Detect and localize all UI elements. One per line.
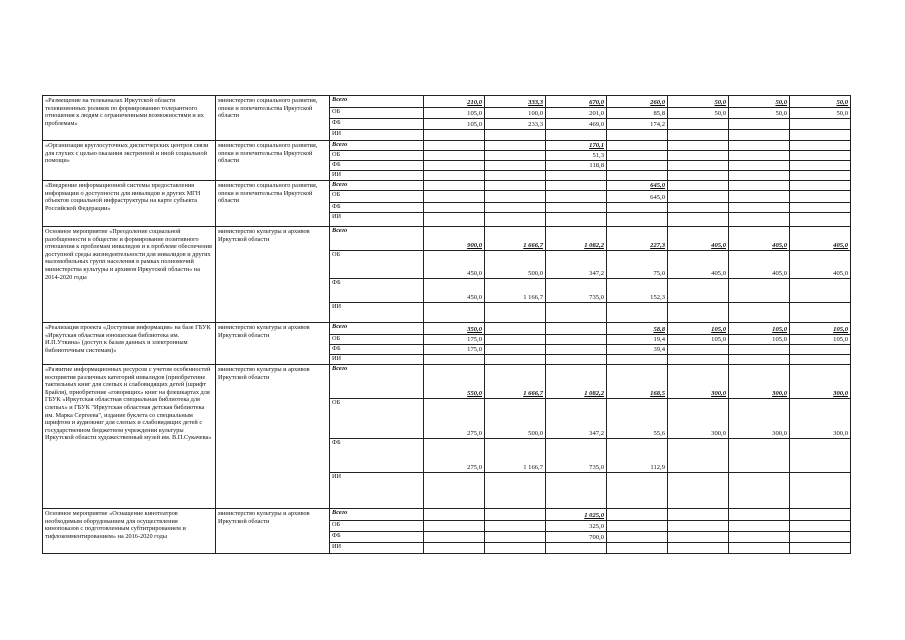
amount-cell: 405,0 [729, 251, 790, 279]
amount-cell [668, 355, 729, 365]
amount-cell [668, 203, 729, 213]
amount-cell [668, 303, 729, 323]
funding-source: ИИ [330, 473, 424, 509]
table-row [43, 96, 851, 108]
amount-cell [790, 521, 851, 532]
funding-source: Всего [330, 509, 424, 521]
amount-cell [668, 191, 729, 203]
amount-cell: 347,2 [546, 251, 607, 279]
measure-description: Основное мероприятие «Преодоление социальной разобщенности в обществе и формирование позитивного отношения к проблемам инвалидов и к проблеме обеспечения доступной среды жизнедеятельности для инвалидов и других маломобильных групп населения в рамках полномочий министерства культуры и архивов Иркутской области» на 2014-2020 годы [43, 227, 216, 323]
amount-cell: 300,0 [668, 365, 729, 399]
amount-cell [546, 303, 607, 323]
table-row [43, 365, 851, 399]
amount-cell [729, 151, 790, 161]
funding-source: ИИ [330, 130, 424, 141]
amount-cell: 50,0 [790, 108, 851, 119]
amount-cell: 347,2 [546, 399, 607, 439]
amount-cell: 170,1 [546, 141, 607, 151]
amount-cell [485, 303, 546, 323]
amount-cell [607, 213, 668, 227]
amount-cell [668, 181, 729, 191]
amount-cell [546, 335, 607, 345]
amount-cell: 105,0 [424, 119, 485, 130]
amount-cell: 1 025,0 [546, 509, 607, 521]
funding-source: ОБ [330, 521, 424, 532]
amount-cell: 152,3 [607, 279, 668, 303]
funding-source: ФБ [330, 161, 424, 171]
amount-cell [729, 303, 790, 323]
funding-source: ОБ [330, 108, 424, 119]
amount-cell [607, 171, 668, 181]
funding-source: ИИ [330, 213, 424, 227]
measure-description: «Размещение на телеканалах Иркутской области телевизионных роликов по формированию толерантного отношения к людям с ограниченными возможностями и их проблемам» [43, 96, 216, 141]
amount-cell [607, 130, 668, 141]
amount-cell: 50,0 [668, 96, 729, 108]
amount-cell: 1 666,7 [485, 365, 546, 399]
amount-cell [485, 521, 546, 532]
amount-cell: 175,0 [424, 345, 485, 355]
amount-cell [729, 171, 790, 181]
amount-cell: 275,0 [424, 399, 485, 439]
amount-cell: 405,0 [729, 227, 790, 251]
amount-cell [790, 279, 851, 303]
amount-cell [790, 532, 851, 543]
amount-cell: 105,0 [668, 323, 729, 335]
amount-cell [729, 119, 790, 130]
amount-cell: 645,0 [607, 181, 668, 191]
amount-cell [424, 213, 485, 227]
amount-cell [485, 213, 546, 227]
funding-source: Всего [330, 227, 424, 251]
amount-cell: 50,0 [668, 108, 729, 119]
amount-cell: 51,3 [546, 151, 607, 161]
amount-cell [485, 171, 546, 181]
amount-cell [607, 355, 668, 365]
amount-cell: 1 082,2 [546, 365, 607, 399]
amount-cell: 210,0 [424, 96, 485, 108]
amount-cell [485, 181, 546, 191]
table-row [43, 141, 851, 151]
amount-cell [668, 279, 729, 303]
amount-cell [790, 141, 851, 151]
amount-cell [546, 191, 607, 203]
amount-cell: 405,0 [668, 251, 729, 279]
amount-cell [668, 509, 729, 521]
amount-cell [790, 345, 851, 355]
budget-table [42, 95, 851, 554]
amount-cell: 1 166,7 [485, 279, 546, 303]
amount-cell [668, 543, 729, 554]
amount-cell: 300,0 [729, 399, 790, 439]
amount-cell [729, 439, 790, 473]
amount-cell [668, 345, 729, 355]
amount-cell [790, 439, 851, 473]
responsible-ministry: министерство социального развития, опеки и попечительства Иркутской области [216, 181, 330, 227]
amount-cell [424, 473, 485, 509]
funding-source: ИИ [330, 303, 424, 323]
amount-cell [485, 509, 546, 521]
amount-cell [424, 203, 485, 213]
amount-cell [729, 161, 790, 171]
funding-source: ИИ [330, 171, 424, 181]
amount-cell: 500,0 [485, 251, 546, 279]
amount-cell [668, 130, 729, 141]
amount-cell: 174,2 [607, 119, 668, 130]
amount-cell: 405,0 [668, 227, 729, 251]
measure-description: «Реализация проекта «Доступная информация» на базе ГБУК «Иркутская областная юношеская библиотека им. И.П.Уткина» (доступ к базам данных и электронным библиотечным системам)» [43, 323, 216, 365]
amount-cell: 227,3 [607, 227, 668, 251]
amount-cell [729, 473, 790, 509]
amount-cell [546, 323, 607, 335]
responsible-ministry: министерство культуры и архивов Иркутской области [216, 365, 330, 509]
amount-cell [790, 119, 851, 130]
amount-cell [729, 521, 790, 532]
amount-cell [668, 213, 729, 227]
amount-cell [790, 191, 851, 203]
amount-cell [790, 303, 851, 323]
amount-cell [485, 141, 546, 151]
amount-cell: 201,0 [546, 108, 607, 119]
amount-cell [729, 543, 790, 554]
amount-cell: 405,0 [790, 227, 851, 251]
amount-cell: 900,0 [424, 227, 485, 251]
amount-cell [729, 141, 790, 151]
funding-source: ФБ [330, 203, 424, 213]
amount-cell [424, 543, 485, 554]
amount-cell [607, 303, 668, 323]
amount-cell: 469,0 [546, 119, 607, 130]
amount-cell: 645,0 [607, 191, 668, 203]
amount-cell [485, 543, 546, 554]
table-row [43, 181, 851, 191]
amount-cell: 75,0 [607, 251, 668, 279]
amount-cell [424, 181, 485, 191]
amount-cell [485, 355, 546, 365]
amount-cell [729, 279, 790, 303]
amount-cell: 58,8 [607, 323, 668, 335]
amount-cell: 450,0 [424, 251, 485, 279]
amount-cell: 350,0 [424, 323, 485, 335]
measure-description: «Внедрение информационной системы предоставления информации о доступности для инвалидов и других МГН объектов социальной инфраструктуры на карте субъекта Российской Федерации» [43, 181, 216, 227]
responsible-ministry: министерство культуры и архивов Иркутской области [216, 509, 330, 554]
amount-cell: 168,5 [607, 365, 668, 399]
amount-cell [607, 509, 668, 521]
amount-cell: 19,4 [607, 335, 668, 345]
amount-cell [424, 521, 485, 532]
amount-cell: 50,0 [729, 96, 790, 108]
amount-cell [668, 473, 729, 509]
amount-cell: 735,0 [546, 439, 607, 473]
amount-cell [729, 345, 790, 355]
amount-cell [424, 355, 485, 365]
amount-cell [790, 213, 851, 227]
responsible-ministry: министерство культуры и архивов Иркутской области [216, 227, 330, 323]
responsible-ministry: министерство социального развития, опеки и попечительства Иркутской области [216, 141, 330, 181]
amount-cell [790, 161, 851, 171]
funding-source: Всего [330, 141, 424, 151]
amount-cell [607, 203, 668, 213]
funding-source: ОБ [330, 151, 424, 161]
funding-source: ОБ [330, 251, 424, 279]
table-row [43, 227, 851, 251]
amount-cell: 300,0 [729, 365, 790, 399]
funding-source: ФБ [330, 279, 424, 303]
funding-source: ФБ [330, 345, 424, 355]
amount-cell: 105,0 [668, 335, 729, 345]
responsible-ministry: министерство культуры и архивов Иркутской области [216, 323, 330, 365]
amount-cell [790, 151, 851, 161]
amount-cell [668, 532, 729, 543]
amount-cell [424, 509, 485, 521]
amount-cell [790, 355, 851, 365]
amount-cell [546, 345, 607, 355]
amount-cell: 735,0 [546, 279, 607, 303]
amount-cell [790, 203, 851, 213]
responsible-ministry: министерство социального развития, опеки и попечительства Иркутской области [216, 96, 330, 141]
measure-description: «Организация круглосуточных диспетчерских центров связи для глухих с целью оказания экстренной и иной социальной помощи» [43, 141, 216, 181]
amount-cell: 1 166,7 [485, 439, 546, 473]
amount-cell [424, 141, 485, 151]
amount-cell: 405,0 [790, 251, 851, 279]
amount-cell [729, 509, 790, 521]
amount-cell [790, 171, 851, 181]
amount-cell [729, 181, 790, 191]
amount-cell [485, 203, 546, 213]
amount-cell: 300,0 [668, 399, 729, 439]
amount-cell [790, 509, 851, 521]
amount-cell: 550,0 [424, 365, 485, 399]
funding-source: Всего [330, 365, 424, 399]
amount-cell [729, 203, 790, 213]
funding-source: ИИ [330, 355, 424, 365]
amount-cell: 300,0 [790, 399, 851, 439]
measure-description: Основное мероприятие «Оснащение кинотеатров необходимым оборудованием для осуществления кинопоказов с подготовленным субтитрированием и тифлокомментированием» на 2016-2020 годы [43, 509, 216, 554]
amount-cell [546, 203, 607, 213]
amount-cell [424, 151, 485, 161]
amount-cell: 260,0 [607, 96, 668, 108]
amount-cell [668, 171, 729, 181]
funding-source: Всего [330, 96, 424, 108]
amount-cell [485, 532, 546, 543]
amount-cell: 112,9 [607, 439, 668, 473]
funding-source: ИИ [330, 543, 424, 554]
amount-cell [668, 141, 729, 151]
amount-cell [485, 345, 546, 355]
amount-cell [790, 130, 851, 141]
funding-source: ФБ [330, 439, 424, 473]
amount-cell [424, 532, 485, 543]
amount-cell: 500,0 [485, 399, 546, 439]
amount-cell [424, 171, 485, 181]
amount-cell [485, 161, 546, 171]
amount-cell [424, 303, 485, 323]
amount-cell [485, 151, 546, 161]
amount-cell: 175,0 [424, 335, 485, 345]
amount-cell [607, 532, 668, 543]
amount-cell: 50,0 [790, 96, 851, 108]
amount-cell: 55,6 [607, 399, 668, 439]
amount-cell: 100,0 [485, 108, 546, 119]
amount-cell [729, 191, 790, 203]
budget-table-page [42, 95, 850, 554]
amount-cell [668, 161, 729, 171]
funding-source: Всего [330, 323, 424, 335]
amount-cell: 118,8 [546, 161, 607, 171]
amount-cell [790, 543, 851, 554]
table-row [43, 323, 851, 335]
amount-cell [607, 151, 668, 161]
amount-cell: 105,0 [790, 323, 851, 335]
amount-cell: 105,0 [424, 108, 485, 119]
measure-description: «Развитие информационных ресурсов с учетом особенностей восприятия различных категорий инвалидов (приобретение тактильных книг для слепых и слабовидящих детей (шрифт Брайля), приобретение «говорящих» книг на флешкартах для ГБУК «Иркутская областная специальная библиотека для слепых» и ГБУК "Иркутская областная детская библиотека им. Марка Сергеева", издание буклета со специальным шрифтом и аудиокниг для слепых и слабовидящих детей с государственном бюджетном учреждении культуры Иркутской области художественный музей им. В.П.Сукачева» [43, 365, 216, 509]
table-row [43, 509, 851, 521]
amount-cell [546, 171, 607, 181]
amount-cell: 1 082,2 [546, 227, 607, 251]
amount-cell [607, 543, 668, 554]
amount-cell [546, 543, 607, 554]
amount-cell: 450,0 [424, 279, 485, 303]
amount-cell [790, 181, 851, 191]
amount-cell [729, 532, 790, 543]
amount-cell [729, 130, 790, 141]
amount-cell: 39,4 [607, 345, 668, 355]
funding-source: ОБ [330, 335, 424, 345]
amount-cell [546, 355, 607, 365]
amount-cell [424, 130, 485, 141]
amount-cell: 105,0 [729, 323, 790, 335]
amount-cell: 85,8 [607, 108, 668, 119]
amount-cell [607, 161, 668, 171]
funding-source: ОБ [330, 399, 424, 439]
amount-cell [668, 119, 729, 130]
amount-cell [546, 473, 607, 509]
amount-cell: 1 666,7 [485, 227, 546, 251]
amount-cell [668, 439, 729, 473]
amount-cell [546, 213, 607, 227]
amount-cell: 300,0 [790, 365, 851, 399]
amount-cell [485, 323, 546, 335]
amount-cell [485, 130, 546, 141]
amount-cell [485, 335, 546, 345]
amount-cell [668, 521, 729, 532]
amount-cell [424, 191, 485, 203]
amount-cell: 105,0 [790, 335, 851, 345]
amount-cell [485, 473, 546, 509]
amount-cell: 105,0 [729, 335, 790, 345]
amount-cell [729, 213, 790, 227]
amount-cell [485, 191, 546, 203]
funding-source: Всего [330, 181, 424, 191]
amount-cell: 325,0 [546, 521, 607, 532]
amount-cell [729, 355, 790, 365]
funding-source: ФБ [330, 532, 424, 543]
amount-cell [424, 161, 485, 171]
amount-cell: 700,0 [546, 532, 607, 543]
amount-cell [607, 473, 668, 509]
funding-source: ОБ [330, 191, 424, 203]
amount-cell [668, 151, 729, 161]
amount-cell [546, 130, 607, 141]
amount-cell: 233,3 [485, 119, 546, 130]
amount-cell: 670,0 [546, 96, 607, 108]
amount-cell [546, 181, 607, 191]
amount-cell: 50,0 [729, 108, 790, 119]
funding-source: ФБ [330, 119, 424, 130]
amount-cell: 333,3 [485, 96, 546, 108]
amount-cell [790, 473, 851, 509]
amount-cell [607, 521, 668, 532]
amount-cell [607, 141, 668, 151]
amount-cell: 275,0 [424, 439, 485, 473]
